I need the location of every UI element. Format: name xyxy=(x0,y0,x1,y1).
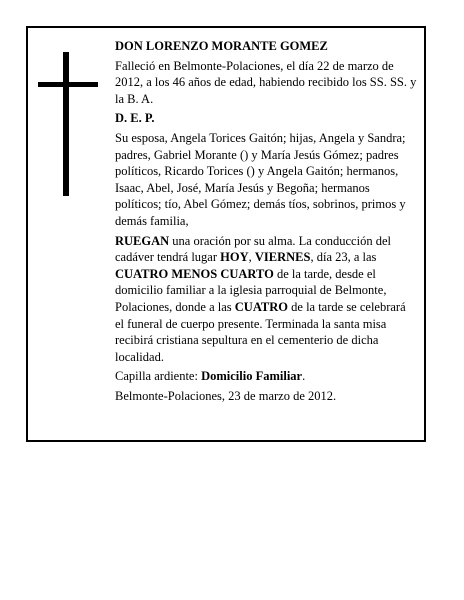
chapel-end: . xyxy=(302,369,306,384)
cross-horizontal-bar xyxy=(38,82,98,87)
dep-heading: D. E. P. xyxy=(115,111,155,126)
viernes-word: VIERNES xyxy=(254,250,311,265)
request-text-2: , xyxy=(248,250,255,265)
deceased-name: DON LORENZO MORANTE GOMEZ xyxy=(115,39,328,53)
departure-time: CUATRO MENOS CUARTO xyxy=(115,266,274,281)
chapel-line xyxy=(115,368,417,385)
request-text-1: una oración por su alma. La conducción del cadáver tendrá lugar xyxy=(115,233,391,265)
ruegan-word: RUEGAN xyxy=(115,233,170,248)
chapel-label: Capilla ardiente: xyxy=(115,369,202,384)
request-text-4: de la tarde, desde el domicilio familiar a la iglesia parroquial de Belmonte, Polaciones, donde a las xyxy=(115,266,387,314)
chapel-value: Domicilio Familiar xyxy=(201,369,303,384)
cross-vertical-bar xyxy=(63,52,69,196)
request-text-3: , día 23, a las xyxy=(310,250,377,265)
place-date: Belmonte-Polaciones, 23 de marzo de 2012. xyxy=(115,388,337,403)
request-text-5: de la tarde se celebrará el funeral de cuerpo presente. Terminada la santa misa recibirá cristiana sepultura en el cementerio de dicha localidad. xyxy=(115,299,406,364)
cross-icon xyxy=(38,52,98,198)
death-info: Falleció en Belmonte-Polaciones, el día 22 de marzo de 2012, a los 46 años de edad, habiendo recibido los SS. SS. y la B. A. xyxy=(115,58,417,106)
funeral-time: CUATRO xyxy=(234,299,289,314)
funeral-request xyxy=(115,233,417,366)
hoy-word: HOY xyxy=(220,250,249,265)
obituary-text xyxy=(115,38,417,407)
family-list: Su esposa, Angela Torices Gaitón; hijas, Angela y Sandra; padres, Gabriel Morante () y María Jesús Gómez; padres políticos, Ricardo Torices () y Angela Gaitón; hermanos, Isaac, Abel, José, María Jesús y Begoña; hermanos políticos; tío, Abel Gómez; demás tíos, sobrinos, primos y demás familia, xyxy=(115,130,406,228)
